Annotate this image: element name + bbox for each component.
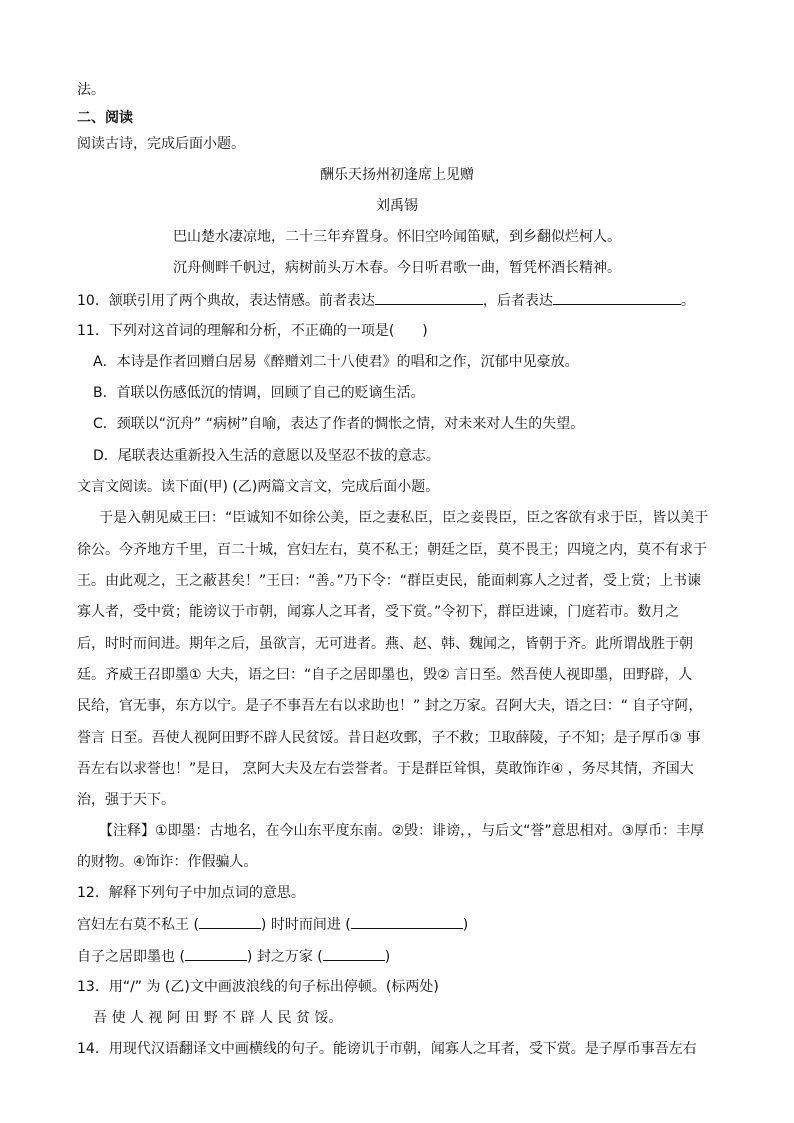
item-label: ) bbox=[384, 949, 391, 965]
passage-line: 于是入朝见威王曰：“臣诚知不如徐公美，臣之妻私臣，臣之妾畏臣，臣之客欲有求于臣，皆以美于 bbox=[99, 510, 709, 526]
answer-blank-12c[interactable] bbox=[185, 946, 247, 961]
instruction-classical: 文言文阅读。读下面(甲) (乙)两篇文言文，完成后面小题。 bbox=[77, 479, 440, 495]
answer-blank-10a[interactable] bbox=[375, 290, 483, 305]
option-a: A．本诗是作者回赠白居易《醉赠刘二十八使君》的唱和之作，沉郁中见豪放。 bbox=[93, 354, 579, 370]
option-c: C．颈联以“沉舟” “病树”自喻，表达了作者的惆怅之情，对未来对人生的失望。 bbox=[93, 416, 585, 432]
question-10-text: 10．颔联引用了两个典故，表达情感。前者表达 bbox=[77, 293, 375, 309]
question-12: 12．解释下列句子中加点词的意思。 bbox=[77, 885, 305, 901]
passage-line: 廷。齐威王召即墨① 大夫，语之曰：“自子之居即墨也，毁② 言日至。然吾使人视即墨，田野辟，人 bbox=[77, 667, 693, 683]
item-label: 自子之居即墨也 ( bbox=[77, 949, 185, 965]
question-11: 11．下列对这首词的理解和分析，不正确的一项是( ) bbox=[77, 323, 428, 339]
question-12-row-2 bbox=[77, 946, 390, 967]
instruction-poem: 阅读古诗，完成后面小题。 bbox=[77, 136, 245, 152]
poem-line-2: 沉舟侧畔千帆过，病树前头万木春。今日听君歌一曲，暂凭杯酒长精神。 bbox=[173, 260, 621, 276]
answer-blank-10b[interactable] bbox=[553, 290, 681, 305]
question-14: 14．用现代汉语翻译文中画横线的句子。能谤讥于市朝，闻寡人之耳者，受下赏。是子厚币事吾左右 bbox=[77, 1041, 697, 1057]
text-line: 法。 bbox=[77, 82, 105, 98]
passage-line: 誉言 日至。吾使人视阿田野不辟人民贫馁。昔日赵攻鄄，子不救；卫取薛陵，子不知；是子厚币③ 事 bbox=[77, 730, 701, 746]
item-label: ) 封之万家 ( bbox=[246, 949, 323, 965]
option-d: D．尾联表达重新投入生活的意愿以及坚忍不拔的意志。 bbox=[93, 448, 440, 464]
answer-blank-12b[interactable] bbox=[351, 914, 463, 929]
question-10-end: 。 bbox=[680, 293, 695, 309]
poem-line-1: 巴山楚水凄凉地，二十三年弃置身。怀旧空吟闻笛赋，到乡翻似烂柯人。 bbox=[173, 229, 621, 245]
item-label: ) 时时而间进 ( bbox=[260, 917, 351, 933]
passage-line: 王。由此观之，王之蔽甚矣！”王曰：“善。”乃下令：“群臣吏民，能面刺寡人之过者，受上赏；上书谏 bbox=[77, 573, 702, 589]
passage-line: 吾左右以求誉也！”是日， 烹阿大夫及左右尝誉者。于是群臣耸惧，莫敢饰诈④ ，务尽其情，齐国大 bbox=[77, 761, 694, 777]
question-12-row-1 bbox=[77, 914, 468, 935]
question-13-sentence: 吾 使 人 视 阿 田 野 不 辟 人 民 贫 馁。 bbox=[93, 1010, 343, 1026]
option-b: B．首联以伤感低沉的情调，回顾了自己的贬谪生活。 bbox=[93, 385, 425, 401]
item-label: 宫妇左右莫不私王 ( bbox=[77, 917, 199, 933]
passage-line: 治，强于天下。 bbox=[77, 792, 175, 808]
answer-blank-12d[interactable] bbox=[323, 946, 385, 961]
section-heading-reading: 二、阅读 bbox=[77, 110, 133, 126]
poem-title: 酬乐天扬州初逢席上见赠 bbox=[320, 167, 474, 183]
notes-line: 的财物。④饰诈：作假骗人。 bbox=[77, 854, 258, 870]
answer-blank-12a[interactable] bbox=[199, 914, 261, 929]
passage-line: 民给，官无事，东方以宁。是子不事吾左右以求助也！” 封之万家。召阿大夫，语之曰：“ 自子守阿， bbox=[77, 698, 703, 714]
question-13: 13．用“/” 为 (乙)文中画波浪线的句子标出停顿。(标两处) bbox=[77, 979, 439, 995]
question-10 bbox=[77, 290, 695, 311]
notes-line: 【注释】①即墨：古地名，在今山东平度东南。②毁：诽谤，，与后文“誉”意思相对。③厚币：丰厚 bbox=[99, 823, 705, 839]
question-10-mid: ，后者表达 bbox=[482, 293, 553, 309]
passage-line: 徐公。今齐地方千里，百二十城，宫妇左右，莫不私王；朝廷之臣，莫不畏王；四境之内，莫不有求于 bbox=[77, 542, 707, 558]
passage-line: 后，时时而间进。期年之后，虽欲言，无可进者。燕、赵、韩、魏闻之，皆朝于齐。此所谓战胜于朝 bbox=[77, 636, 693, 652]
poem-author: 刘禹锡 bbox=[376, 198, 418, 214]
passage-line: 寡人者，受中赏；能谤议于市朝，闻寡人之耳者，受下赏。”令初下，群臣进谏，门庭若市。数月之 bbox=[77, 604, 680, 620]
item-label: ) bbox=[462, 917, 469, 933]
